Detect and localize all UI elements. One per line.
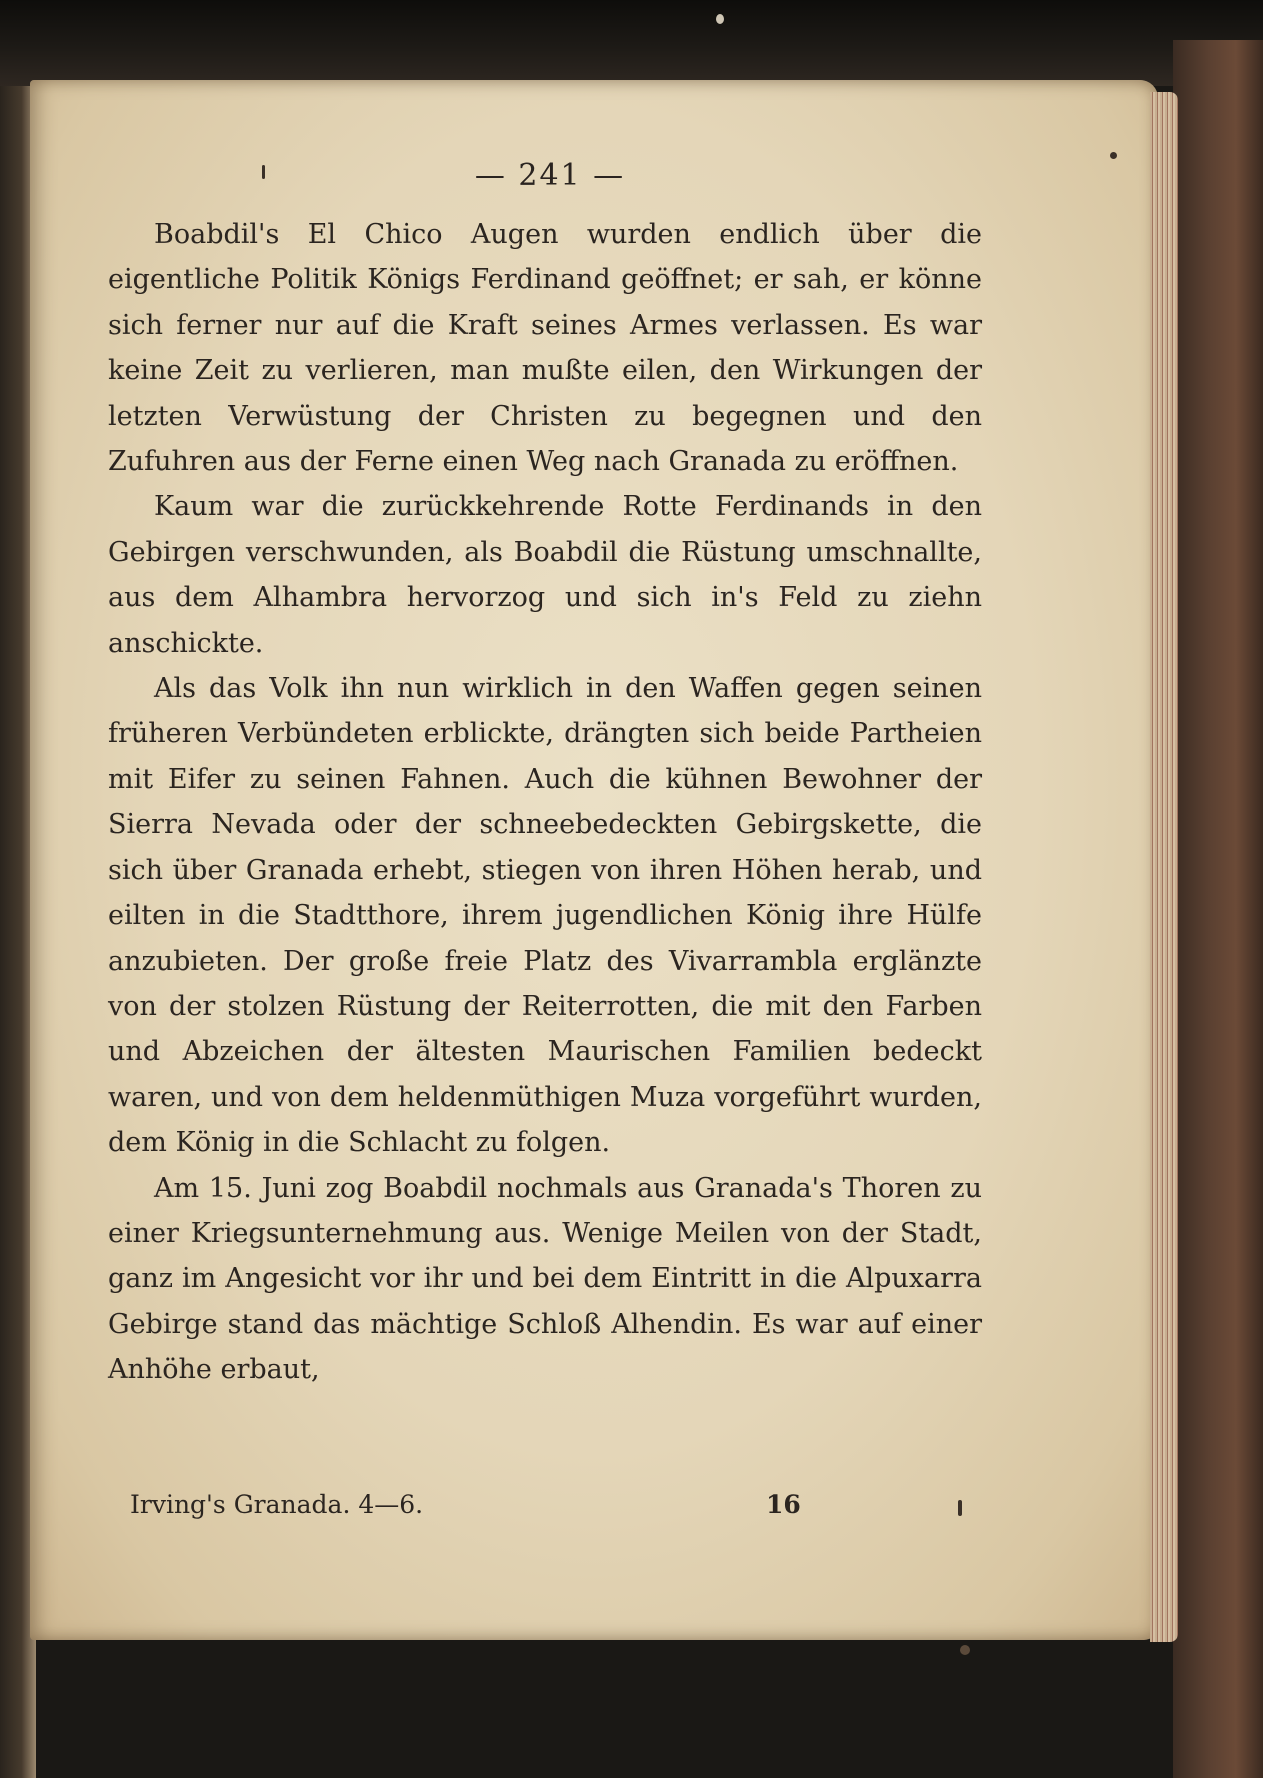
paper-speck bbox=[960, 1645, 970, 1655]
book-cover-edge bbox=[0, 0, 1263, 86]
paper-speck bbox=[1110, 152, 1117, 159]
paper-speck bbox=[262, 165, 265, 179]
page-stack-edge bbox=[1150, 92, 1178, 1642]
page-footer bbox=[130, 1490, 850, 1530]
paragraph: Am 15. Juni zog Boabdil nochmals aus Granada's Thoren zu einer Kriegsunternehmung aus. Wenige Meilen von der Stadt, ganz im Angesicht vor ihr und bei dem Eintritt in die Alpuxarra Gebirge stand das mächtige Schloß Alhendin. Es war auf einer Anhöhe erbaut, bbox=[108, 1172, 982, 1386]
paper-speck bbox=[716, 14, 724, 24]
paragraph: Als das Volk ihn nun wirklich in den Waffen gegen seinen früheren Verbündeten erblickte, drängten sich beide Partheien mit Eifer zu seinen Fahnen. Auch die kühnen Bewohner der Sierra Nevada oder der schneebedeckten Gebirgskette, die sich über Granada erhebt, stiegen von ihren Höhen herab, und eilten in die Stadtthore, ihrem jugendlichen König ihre Hülfe anzubieten. Der große freie Platz des Vivarrambla erglänzte von der stolzen Rüstung der Reiterrotten, die mit den Farben und Abzeichen der ältesten Maurischen Familien bedeckt waren, und von dem heldenmüthigen Muza vorgeführt wurden, dem König in die Schlacht zu folgen. bbox=[108, 673, 982, 1159]
page-number-header: — 241 — bbox=[474, 158, 626, 193]
paragraph: Boabdil's El Chico Augen wurden endlich über die eigentliche Politik Königs Ferdinand geöffnet; er sah, er könne sich ferner nur auf die Kraft seines Armes verlassen. Es war keine Zeit zu verlieren, man mußte eilen, den Wirkungen der letzten Verwüstung der Christen zu begegnen und den Zufuhren aus der Ferne einen Weg nach Granada zu eröffnen. bbox=[108, 219, 982, 478]
paper-speck bbox=[958, 1500, 962, 1516]
book-spine bbox=[1173, 40, 1263, 1778]
body-text bbox=[108, 212, 982, 1393]
paragraph: Kaum war die zurückkehrende Rotte Ferdinands in den Gebirgen verschwunden, als Boabdil die Rüstung umschnallte, aus dem Alhambra hervorzog und sich in's Feld zu ziehn anschickte. bbox=[108, 491, 982, 659]
signature-mark: 16 bbox=[766, 1490, 801, 1519]
footer-book-title: Irving's Granada. 4—6. bbox=[130, 1490, 424, 1519]
